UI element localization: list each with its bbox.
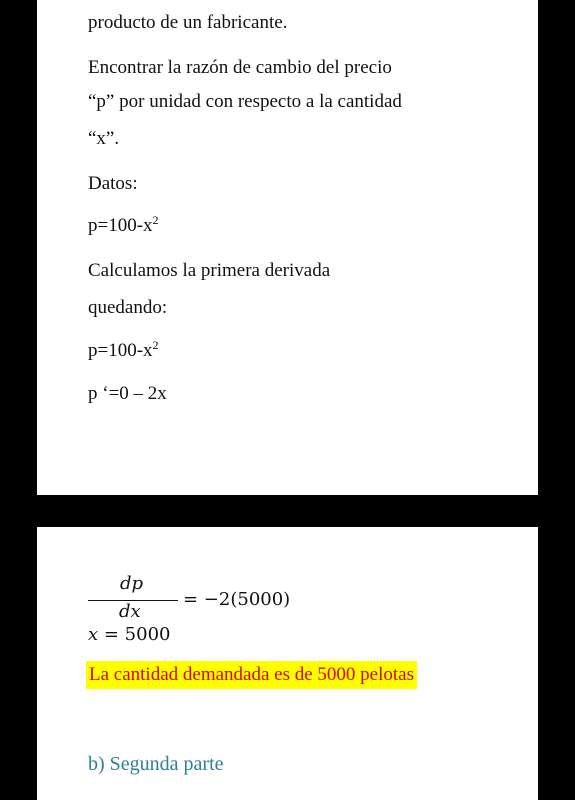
highlighted-conclusion: La cantidad demandada es de 5000 pelotas [86,661,417,689]
condition-line [88,624,171,646]
text-line: Calculamos la primera derivada [88,260,331,281]
formula-base: p=100-x [88,215,153,236]
formula-line [88,214,159,238]
equation-rhs: = −2(5000) [183,589,291,610]
text-line: “x”. [88,128,120,149]
formula-base: p=100-x [88,340,153,361]
text-line: Encontrar la razón de cambio del precio [88,57,392,78]
text-line: “p” por unidad con respecto a la cantidad [88,91,402,112]
formula-exponent: 2 [152,338,159,352]
document-page-2 [37,527,538,800]
text-line: quedando: [88,297,168,318]
text-line: p ‘=0 – 2x [88,383,167,404]
fraction-numerator: dp [120,573,144,594]
text-line: Datos: [88,173,138,194]
formula-exponent: 2 [152,213,159,227]
condition-variable: x [88,624,99,645]
formula-line [88,339,159,363]
fraction-denominator: dx [119,601,141,622]
section-heading: b) Segunda parte [88,753,224,775]
text-line: producto de un fabricante. [88,12,288,33]
condition-value: = 5000 [98,624,171,645]
document-page-1 [37,0,538,495]
